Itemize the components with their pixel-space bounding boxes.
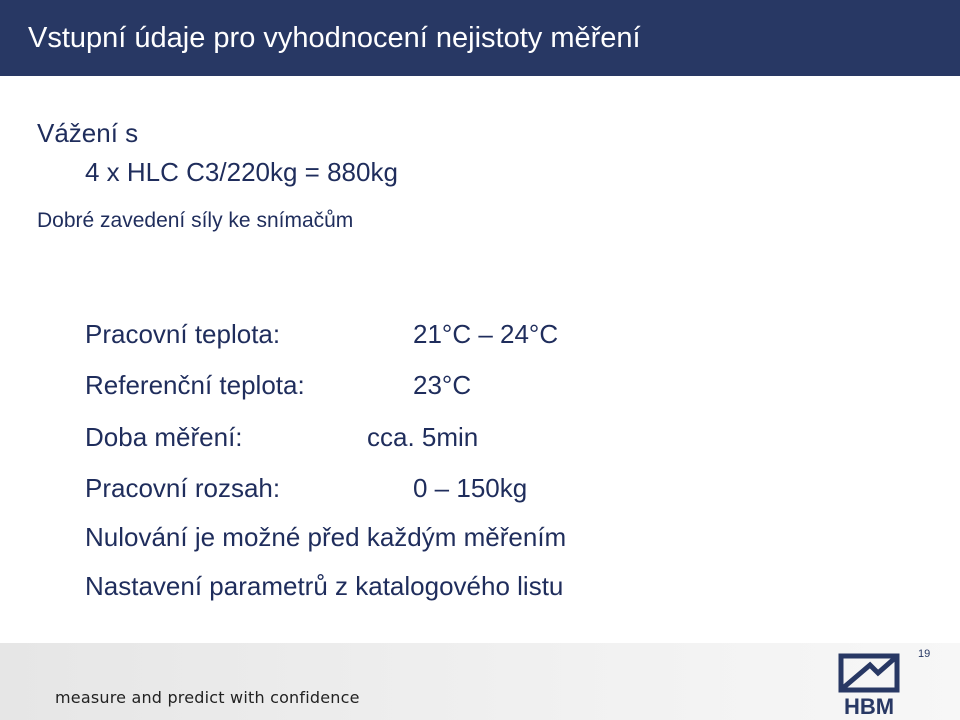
working-range-label: Pracovní rozsah: — [85, 473, 281, 503]
logo-text: HBM — [843, 694, 895, 716]
force-introduction-note: Dobré zavedení síly ke snímačům — [37, 209, 354, 232]
page-number: 19 — [918, 648, 931, 660]
working-temperature-value: 21°C – 24°C — [413, 319, 559, 349]
reference-temperature-value: 23°C — [413, 370, 472, 400]
zeroing-note: Nulování je možné před každým měřením — [85, 522, 567, 552]
slide-header — [0, 0, 960, 76]
measurement-duration-value: cca. 5min — [367, 422, 479, 452]
working-temperature-label: Pracovní teplota: — [85, 319, 281, 349]
measurement-duration-label: Doba měření: — [85, 422, 243, 452]
weighing-heading: Vážení s — [37, 118, 139, 148]
load-cell-spec: 4 x HLC C3/220kg = 880kg — [85, 157, 398, 187]
slide-title: Vstupní údaje pro vyhodnocení nejistoty měření — [28, 22, 641, 54]
working-range-value: 0 – 150kg — [413, 473, 528, 503]
hbm-logo-icon — [838, 653, 900, 716]
company-slogan: measure and predict with confidence — [55, 688, 360, 707]
parameters-note: Nastavení parametrů z katalogového listu — [85, 571, 564, 601]
slide-footer — [0, 643, 960, 720]
reference-temperature-label: Referenční teplota: — [85, 370, 305, 400]
